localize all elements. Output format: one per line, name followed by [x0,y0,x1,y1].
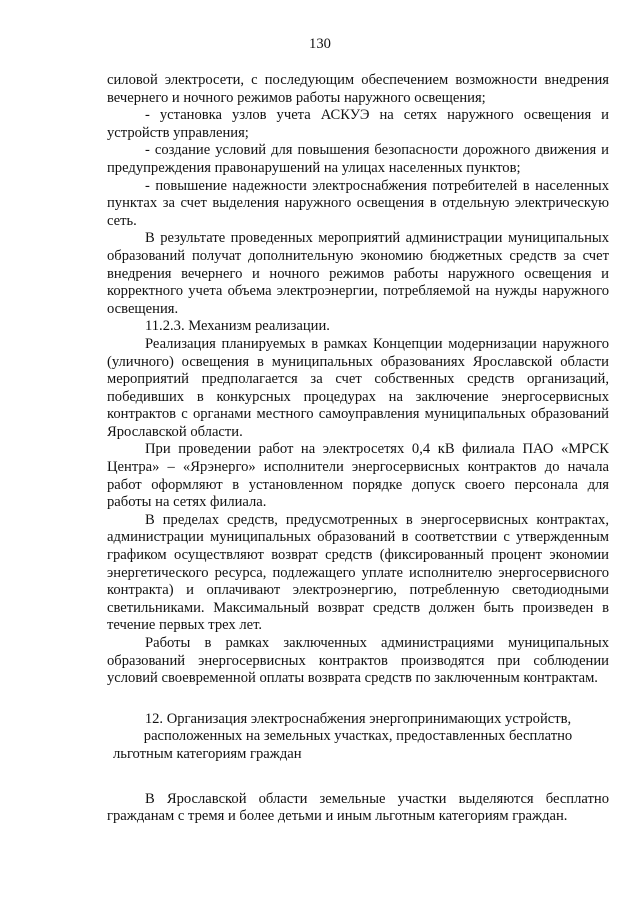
paragraph: Реализация планируемых в рамках Концепции модернизации наружного (уличного) освещения в муниципальных образованиях Ярославской области мероприятий предполагается за счет собственных средств организаций, победивших в конкурсных процедурах на заключение энергосервисных контрактов с органами местного самоуправления муниципальных образований Ярославской области. [107,335,609,440]
paragraph: 11.2.3. Механизм реализации. [145,318,330,335]
final-paragraph: В Ярославской области земельные участки выделяются бесплатно гражданам с тремя и более детьми и иным льготным категориям граждан. [107,790,609,825]
section-heading: 12. Организация электроснабжения энергопринимающих устройств, расположенных на земельных участках, предоставленных бесплатно льготным категориям граждан [113,710,573,762]
paragraph: В пределах средств, предусмотренных в энергосервисных контрактах, администрации муниципальных образований в соответствии с утвержденным графиком осуществляют возврат средств (фиксированный процент экономии энергетического ресурса, подлежащего уплате исполнителю энергосервисного контракта) и оплачивают электроэнергию, потребленную светодиодными светильниками. Максимальный возврат средств должен быть произведен в течение первых трех лет. [107,511,609,634]
paragraph: В результате проведенных мероприятий администрации муниципальных образований получат дополнительную экономию бюджетных средств за счет внедрения вечернего и ночного режимов работы наружного освещения и корректного учета объема электроэнергии, потребляемой на нужды наружного освещения. [107,230,609,317]
paragraph: Работы в рамках заключенных администрациями муниципальных образований энергосервисных контрактов производятся при соблюдении условий своевременной оплаты возврата средств по заключенным контрактам. [107,635,609,687]
paragraph: - повышение надежности электроснабжения потребителей в населенных пунктах за счет выделения наружного освещения в отдельную электрическую сеть. [107,177,609,229]
paragraph: силовой электросети, с последующим обеспечением возможности внедрения вечернего и ночного режимов работы наружного освещения; [107,72,609,106]
paragraph: При проведении работ на электросетях 0,4 кВ филиала ПАО «МРСК Центра» – «Ярэнерго» исполнители энергосервисных контрактов до начала работ оформляют в установленном порядке допуск своего персонала для работы на сетях филиала. [107,441,609,511]
document-body [107,72,609,826]
paragraph-list [107,72,609,688]
page-number: 130 [309,36,331,52]
paragraph: - создание условий для повышения безопасности дорожного движения и предупреждения правонарушений на улицах населенных пунктов; [107,142,609,176]
paragraph: - установка узлов учета АСКУЭ на сетях наружного освещения и устройств управления; [107,107,609,141]
